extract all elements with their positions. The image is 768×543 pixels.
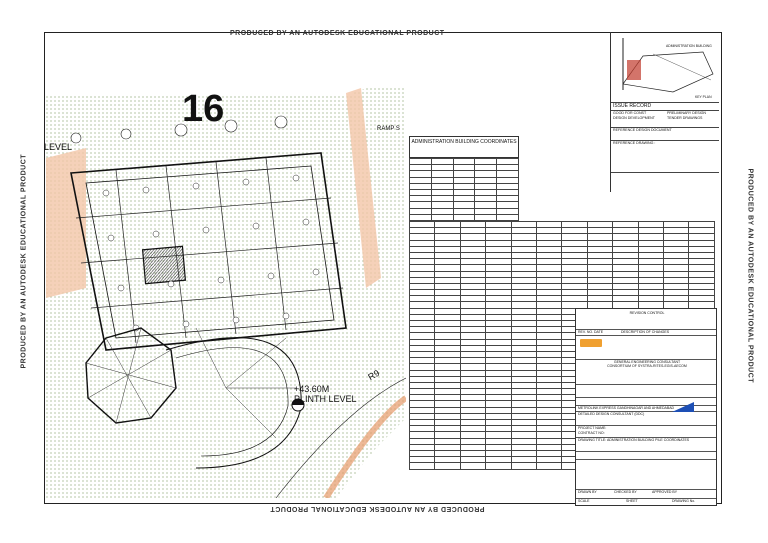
plan-number: 16 <box>182 88 225 130</box>
contractor-line: DETAILED DESIGN CONSULTANT (DDC) <box>576 411 716 416</box>
watermark-right: PRODUCED BY AN AUTODESK EDUCATIONAL PRODUCT <box>746 168 754 384</box>
project-name: PROJECT NAME: <box>576 425 716 430</box>
consultant-logo <box>580 339 602 347</box>
ramp-label: RAMP S <box>377 126 400 132</box>
issue-design-dev: DESIGN DEVELOPMENT TENDER DRAWINGS <box>613 116 703 120</box>
revision-header: REV. NO. DATE DESCRIPTION OF CHANGES <box>576 329 716 334</box>
scale-row: SCALE SHEET DRAWING No. <box>576 498 716 503</box>
client-line: METROLINK EXPRESS GANDHINAGAR AND AHMEDABAD <box>576 405 716 410</box>
table-cell <box>486 463 511 469</box>
table-cell <box>435 463 460 469</box>
contract-no: CONTRACT NO: <box>578 431 605 435</box>
table-cell <box>460 463 485 469</box>
road-label: R9 <box>366 367 382 383</box>
key-plan-label: ADMINISTRATION BUILDING <box>666 44 712 48</box>
watermark-bottom: PRODUCED BY AN AUTODESK EDUCATIONAL PRODUCT <box>270 505 485 512</box>
issue-ref-doc: REFERENCE DESIGN DOCUMENT <box>611 127 719 132</box>
watermark-top: PRODUCED BY AN AUTODESK EDUCATIONAL PRODUCT <box>230 30 445 37</box>
drawing-title: DRAWING TITLE: ADMINISTRATION BUILDING PILE COORDINATES <box>576 437 716 442</box>
consultant-line1: GENERAL ENGINEERING CONSULTANT <box>576 359 716 364</box>
signature-row-2 <box>576 397 716 398</box>
issue-record-panel <box>610 32 718 192</box>
title-block <box>575 308 717 506</box>
issue-signature-row <box>611 172 719 173</box>
plinth-value: +43.60M <box>294 384 330 394</box>
key-plan-caption: KEY PLAN <box>695 95 712 99</box>
signature-row <box>576 384 716 385</box>
title-info-row <box>576 451 716 452</box>
notes-block <box>576 459 716 485</box>
issue-ref-drawing: REFERENCE DRAWING : <box>611 140 719 145</box>
revision-control: REVISION CONTROL <box>629 311 665 315</box>
table-cell <box>537 463 562 469</box>
table-cell <box>410 463 435 469</box>
table-cell <box>511 463 536 469</box>
key-plan-drawing <box>613 34 717 94</box>
issue-good-for-const: GOOD FOR CONST PRELIMINARY DESIGN <box>611 110 719 115</box>
plinth-level <box>294 384 357 404</box>
consultant-line2: CONSORTIUM OF SYSTRA-RITES-EGIS-AECOM <box>607 364 687 368</box>
floor-plan <box>46 88 406 498</box>
coord-table-title: ADMINISTRATION BUILDING COORDINATES <box>409 136 519 158</box>
plinth-label: PLINTH LEVEL <box>294 394 357 404</box>
approval-row: DRAWN BY CHECKED BY APPROVED BY <box>576 489 716 494</box>
watermark-left: PRODUCED BY AN AUTODESK EDUCATIONAL PRODUCT <box>20 153 28 369</box>
issue-record-title: ISSUE RECORD <box>611 102 719 109</box>
level-label: LEVEL <box>44 142 73 152</box>
